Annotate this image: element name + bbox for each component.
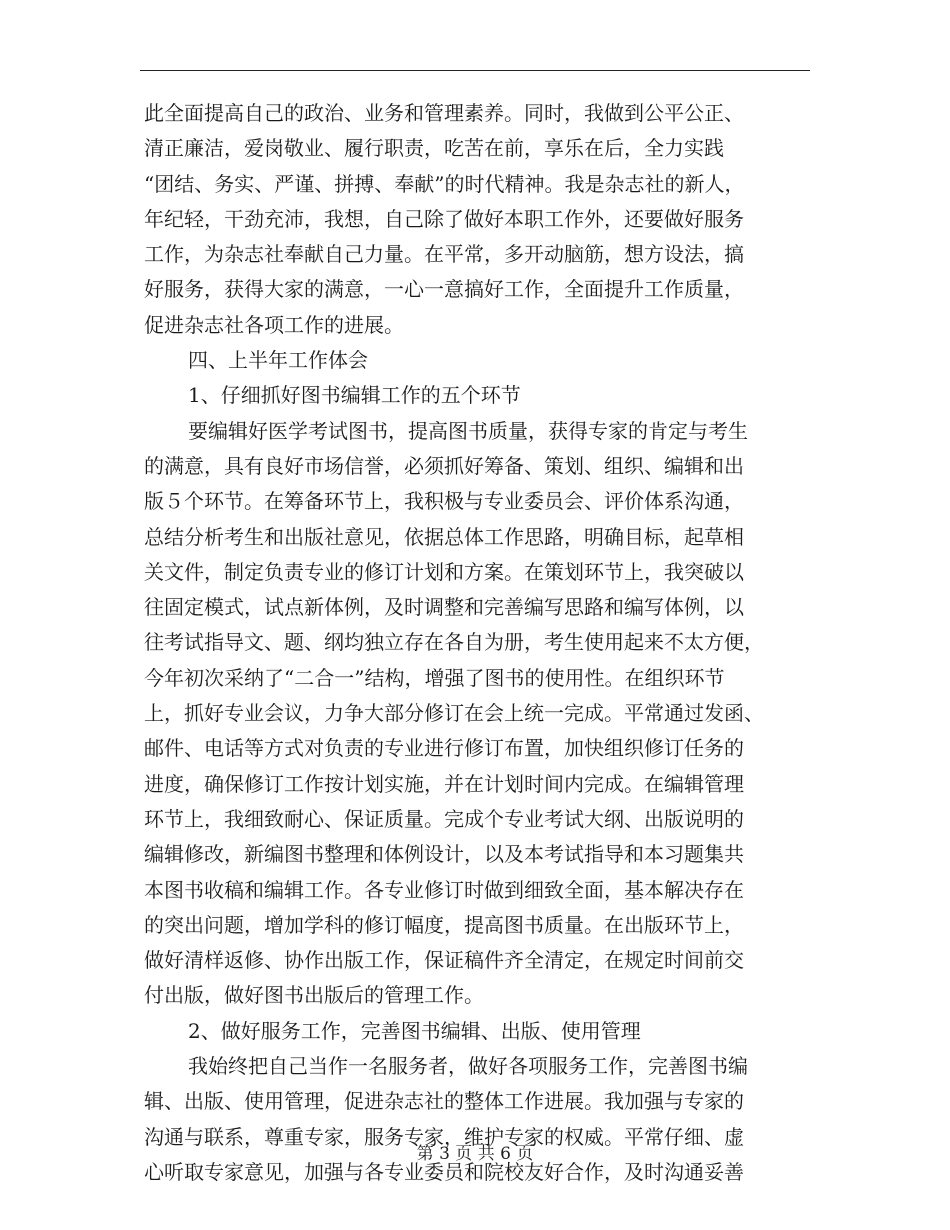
text-line: 编辑修改，新编图书整理和体例设计，以及本考试指导和本习题集共 [144, 842, 744, 867]
text-line: 版５个环节。在筹备环节上，我积极与专业委员会、评价体系沟通， [144, 489, 744, 514]
page-number: 第 3 页 共 6 页 [416, 1144, 534, 1164]
subsection-heading: 1、仔细抓好图书编辑工作的五个环节 [188, 383, 521, 408]
text-line: 今年初次采纳了“二合一”结构，增强了图书的使用性。在组织环节 [144, 665, 725, 690]
text-line: 工作，为杂志社奉献自己力量。在平常，多开动脑筋，想方设法，搞 [144, 242, 744, 267]
text-line: 往固定模式，试点新体例，及时调整和完善编写思路和编写体例，以 [144, 595, 744, 620]
text-line: 邮件、电话等方式对负责的专业进行修订布置，加快组织修订任务的 [144, 736, 744, 761]
text-line: 此全面提高自己的政治、业务和管理素养。同时，我做到公平公正、 [144, 101, 744, 125]
text-line: 总结分析考生和出版社意见，依据总体工作思路，明确目标，起草相 [144, 524, 744, 549]
text-line: 做好清样返修、协作出版工作，保证稿件齐全清定，在规定时间前交 [144, 948, 744, 973]
text-line: 清正廉洁，爱岗敬业、履行职责，吃苦在前，享乐在后，全力实践 [144, 136, 724, 161]
text-line: 的突出问题，增加学科的修订幅度，提高图书质量。在出版环节上， [144, 912, 744, 937]
text-line: 要编辑好医学考试图书，提高图书质量，获得专家的肯定与考生 [188, 418, 748, 443]
text-line: 年纪轻，干劲充沛，我想，自己除了做好本职工作外，还要做好服务 [144, 206, 744, 231]
header-rule [140, 70, 810, 71]
document-body [144, 96, 808, 1190]
section-heading: 四、上半年工作体会 [188, 348, 368, 373]
text-line: 付出版，做好图书出版后的管理工作。 [144, 983, 484, 1008]
text-line: 促进杂志社各项工作的进展。 [144, 312, 404, 337]
text-line: 我始终把自己当作一名服务者，做好各项服务工作，完善图书编 [188, 1054, 748, 1079]
text-line: 上，抓好专业会议，力争大部分修订在会上统一完成。平常通过发函、 [144, 701, 764, 726]
text-line: 的满意，具有良好市场信誉，必须抓好筹备、策划、组织、编辑和出 [144, 453, 744, 478]
text-line: 环节上，我细致耐心、保证质量。完成个专业考试大纲、出版说明的 [144, 806, 744, 831]
text-line: 心听取专家意见，加强与各专业委员和院校友好合作，及时沟通妥善 [144, 1159, 744, 1184]
text-line: “团结、务实、严谨、拼搏、奉献”的时代精神。我是杂志社的新人， [144, 171, 745, 196]
text-line: 关文件，制定负责专业的修订计划和方案。在策划环节上，我突破以 [144, 559, 744, 584]
text-line: 往考试指导文、题、纲均独立存在各自为册，考生使用起来不太方便， [144, 630, 764, 655]
text-line: 进度，确保修订工作按计划实施，并在计划时间内完成。在编辑管理 [144, 771, 744, 796]
text-line: 本图书收稿和编辑工作。各专业修订时做到细致全面，基本解决存在 [144, 877, 744, 902]
text-line: 好服务，获得大家的满意，一心一意搞好工作，全面提升工作质量， [144, 277, 744, 302]
subsection-heading: 2、做好服务工作，完善图书编辑、出版、使用管理 [188, 1018, 641, 1043]
text-line: 沟通与联系，尊重专家，服务专家，维护专家的权威。平常仔细、虚 [144, 1124, 744, 1149]
text-line: 辑、出版、使用管理，促进杂志社的整体工作进展。我加强与专家的 [144, 1089, 744, 1114]
